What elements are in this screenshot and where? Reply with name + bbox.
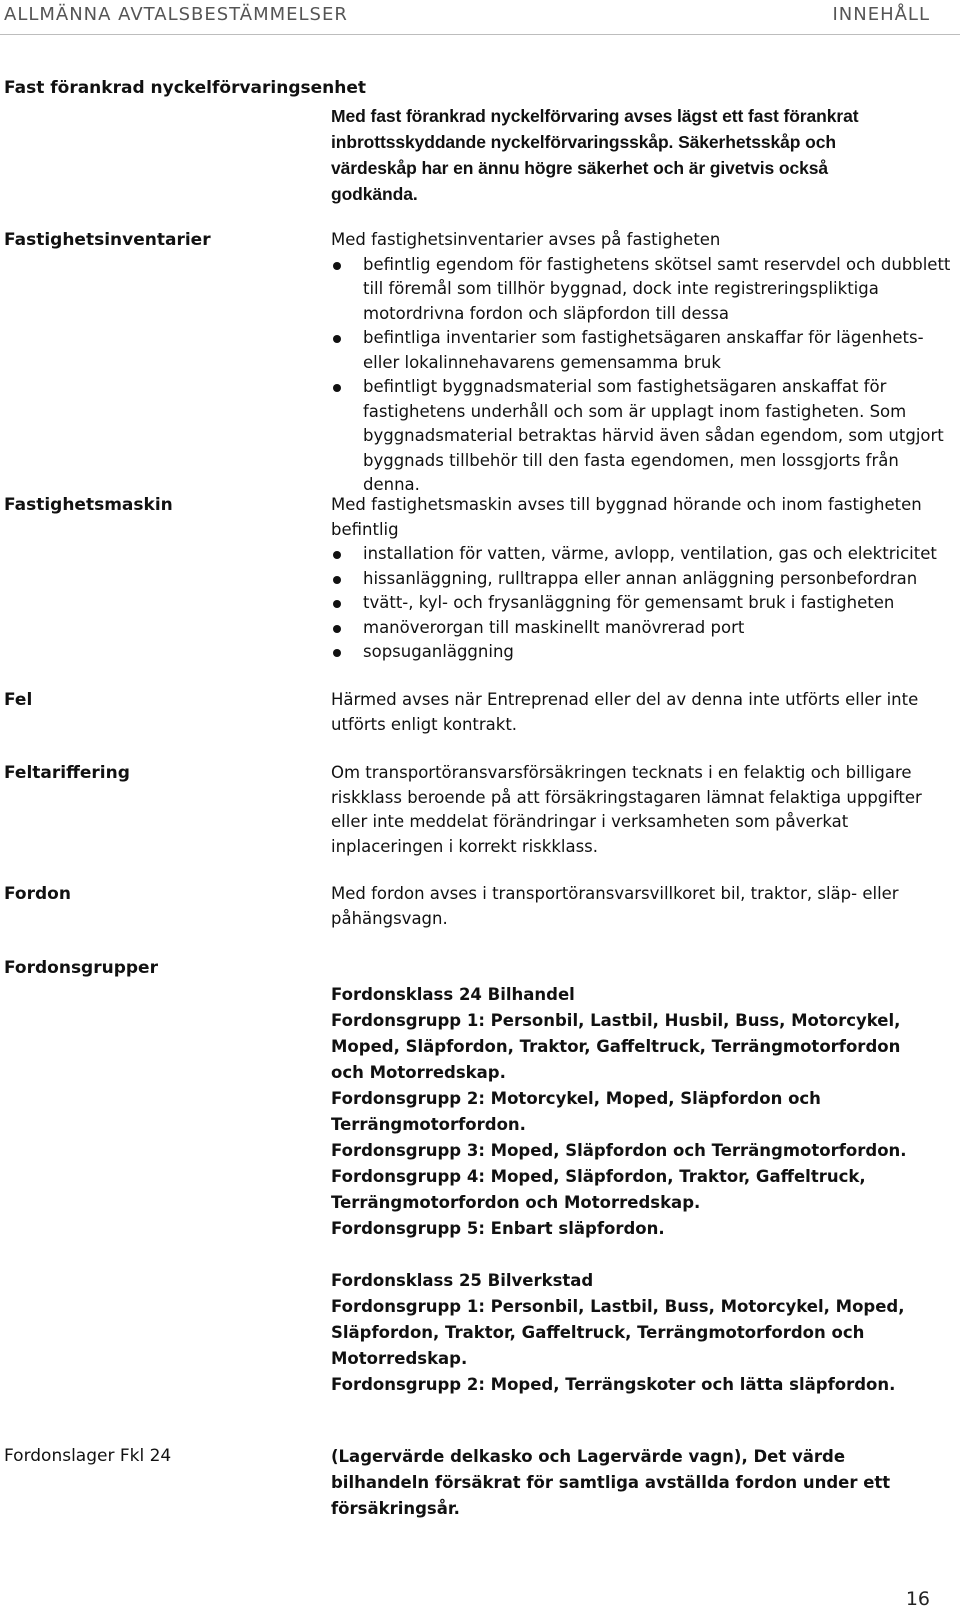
vehicle-group: Fordonsgrupp 3: Moped, Släpfordon och Terrängmotorfordon.: [331, 1141, 907, 1160]
vehicle-group: Fordonsgrupp 2: Motorcykel, Moped, Släpfordon och Terrängmotorfordon.: [331, 1089, 821, 1134]
contents-link[interactable]: INNEHÅLL: [832, 4, 930, 25]
bullet-icon: [333, 625, 341, 633]
definition-text: Med fordon avses i transportöransvarsvillkoret bil, traktor, släp- eller påhängsvagn.: [331, 884, 899, 928]
definition-fel: [331, 688, 959, 737]
bullet-icon: [333, 335, 341, 343]
definition-intro: Med fastighetsmaskin avses till byggnad hörande och inom fastigheten befintlig: [331, 495, 922, 539]
term-fastighetsmaskin: Fastighetsmaskin: [4, 495, 173, 515]
list-item-text: befintliga inventarier som fastighetsägaren anskaffar för lägenhets- eller lokalinnehavarens gemensamma bruk: [363, 328, 924, 372]
list-item: [331, 253, 959, 327]
definition-fordonslager-fkl-24: [331, 1444, 931, 1522]
definition-feltariffering: [331, 761, 959, 859]
definition-fordon: [331, 882, 959, 931]
term-fastighetsinventarier: Fastighetsinventarier: [4, 230, 211, 250]
section-title: ALLMÄNNA AVTALSBESTÄMMELSER: [4, 4, 348, 25]
term-fordonsgrupper: Fordonsgrupper: [4, 958, 158, 978]
vehicle-group: Fordonsgrupp 2: Moped, Terrängskoter och lätta släpfordon.: [331, 1375, 896, 1394]
vehicle-class-heading: Fordonsklass 25 Bilverkstad: [331, 1271, 594, 1290]
term-fordon: Fordon: [4, 884, 71, 904]
list-item-text: sopsuganläggning: [363, 642, 514, 661]
page-header: [0, 0, 960, 35]
vehicle-group: Fordonsgrupp 1: Personbil, Lastbil, Buss, Motorcykel, Moped, Släpfordon, Traktor, Gaffeltruck, Terrängmotorfordon och Motorredskap.: [331, 1297, 905, 1368]
bullet-icon: [333, 262, 341, 270]
list-item: [331, 616, 959, 641]
list-item: [331, 591, 959, 616]
bullet-icon: [333, 384, 341, 392]
definition-fast-forankrad-nyckelforvaringsenhet: [331, 103, 911, 207]
vehicle-group: Fordonsgrupp 5: Enbart släpfordon.: [331, 1219, 665, 1238]
definition-intro: Med fastighetsinventarier avses på fastigheten: [331, 230, 721, 249]
list-item: [331, 542, 959, 567]
definition-text: Om transportöransvarsförsäkringen tecknats i en felaktig och billigare riskklass beroende på att försäkringstagaren lämnat felaktiga uppgifter eller inte meddelat förändringar i verksamheten som påverkat inplaceringen i korrekt riskklass.: [331, 763, 922, 856]
term-fordonslager-fkl-24: Fordonslager Fkl 24: [4, 1446, 172, 1466]
bullet-icon: [333, 649, 341, 657]
term-feltariffering: Feltariffering: [4, 763, 130, 783]
bullet-icon: [333, 551, 341, 559]
list-item-text: tvätt-, kyl- och frysanläggning för gemensamt bruk i fastigheten: [363, 593, 895, 612]
definition-fastighetsinventarier: [331, 228, 959, 498]
definition-fordonsgrupper: [331, 982, 931, 1398]
vehicle-class-heading: Fordonsklass 24 Bilhandel: [331, 985, 575, 1004]
definition-text: Med fast förankrad nyckelförvaring avses lägst ett fast förankrat inbrottsskyddande nyckelförvaringsskåp. Säkerhetsskåp och värdeskåp har en ännu högre säkerhet och är givetvis också godkända.: [331, 106, 859, 204]
term-fel: Fel: [4, 690, 33, 710]
bullet-list: [331, 253, 959, 498]
page-number: 16: [905, 1588, 930, 1610]
definition-fastighetsmaskin: [331, 493, 959, 665]
list-item: [331, 375, 959, 498]
list-item: [331, 567, 959, 592]
spacer: [331, 1242, 931, 1268]
vehicle-group: Fordonsgrupp 1: Personbil, Lastbil, Husbil, Buss, Motorcykel, Moped, Släpfordon, Traktor, Gaffeltruck, Terrängmotorfordon och Motorredskap.: [331, 1011, 901, 1082]
list-item-text: befintligt byggnadsmaterial som fastighetsägaren anskaffat för fastighetens underhåll och som är upplagt inom fastigheten. Som byggnadsmaterial betraktas härvid även sådan egendom, som utgjort byggnads tillbehör till den fasta egendomen, men lossgjorts från denna.: [363, 377, 944, 494]
list-item: [331, 640, 959, 665]
term-fast-forankrad-nyckelforvaringsenhet: Fast förankrad nyckelförvaringsenhet: [4, 78, 367, 98]
list-item-text: installation för vatten, värme, avlopp, ventilation, gas och elektricitet: [363, 544, 937, 563]
bullet-icon: [333, 600, 341, 608]
definition-text: (Lagervärde delkasko och Lagervärde vagn), Det värde bilhandeln försäkrat för samtliga avställda fordon under ett försäkringsår.: [331, 1447, 891, 1518]
list-item-text: hissanläggning, rulltrappa eller annan anläggning personbefordran: [363, 568, 918, 588]
bullet-list: [331, 542, 959, 665]
definition-text: Härmed avses när Entreprenad eller del av denna inte utförts eller inte utförts enligt kontrakt.: [331, 690, 919, 734]
list-item-text: befintlig egendom för fastighetens skötsel samt reservdel och dubblett till föremål som tillhör byggnad, dock inte registreringspliktiga motordrivna fordon och släpfordon till dessa: [363, 254, 951, 323]
vehicle-group: Fordonsgrupp 4: Moped, Släpfordon, Traktor, Gaffeltruck, Terrängmotorfordon och Motorredskap.: [331, 1167, 866, 1212]
list-item: [331, 326, 959, 375]
list-item-text: manöverorgan till maskinellt manövrerad port: [363, 617, 745, 637]
bullet-icon: [333, 576, 341, 584]
